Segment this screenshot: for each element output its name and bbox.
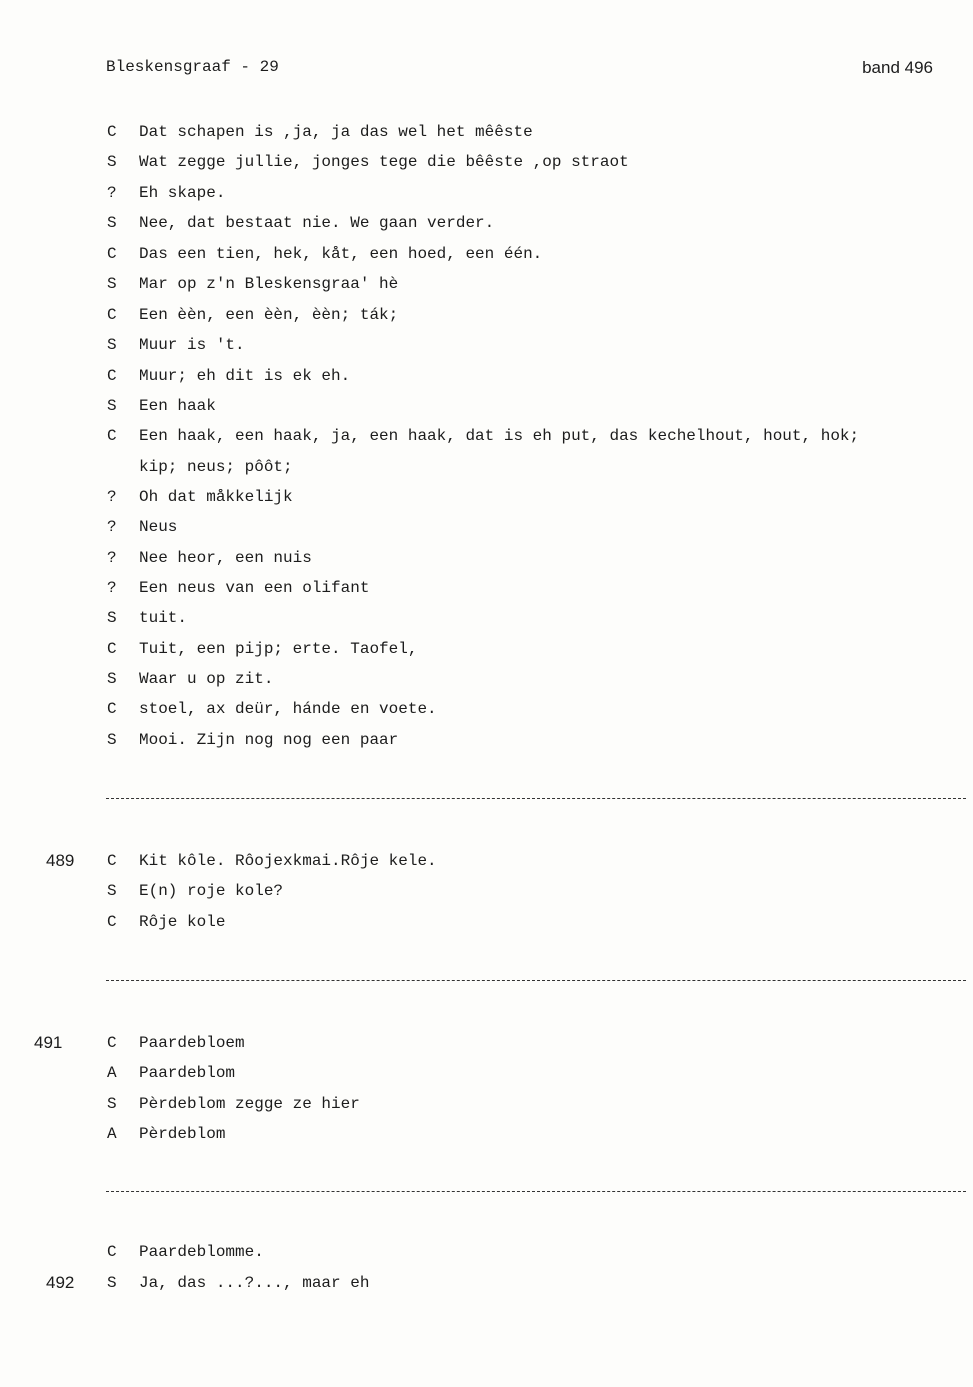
transcript-line	[0, 1092, 973, 1116]
utterance-text: Wat zegge jullie, jonges tege die bêêste ,op straot	[139, 153, 629, 171]
speaker-label: ?	[107, 488, 117, 506]
utterance-text: Eh skape.	[139, 184, 226, 202]
line-number: 491	[34, 1033, 63, 1052]
speaker-label: C	[107, 367, 117, 385]
utterance-text: Mar op z'n Bleskensgraa' hè	[139, 275, 399, 293]
line-number: 492	[46, 1273, 75, 1292]
section-divider	[106, 798, 966, 799]
speaker-label: S	[107, 1095, 117, 1113]
transcript-line	[0, 242, 973, 266]
transcript-line	[0, 394, 973, 418]
transcript-line	[0, 120, 973, 144]
transcript-line	[0, 364, 973, 388]
utterance-text: Pèrdeblom	[139, 1125, 226, 1143]
speaker-label: A	[107, 1064, 117, 1082]
line-number: 489	[46, 851, 75, 870]
utterance-text: Nee heor, een nuis	[139, 549, 312, 567]
utterance-text: Muur; eh dit is ek eh.	[139, 367, 351, 385]
speaker-label: C	[107, 700, 117, 718]
transcript-line	[0, 1240, 973, 1264]
speaker-label: S	[107, 670, 117, 688]
utterance-text: tuit.	[139, 609, 188, 627]
speaker-label: S	[107, 1274, 117, 1292]
transcript-line	[0, 485, 973, 509]
transcript-line	[0, 576, 973, 600]
transcript-line	[0, 697, 973, 721]
transcript-line	[0, 606, 973, 630]
speaker-label: ?	[107, 518, 117, 536]
transcript-line	[0, 424, 973, 448]
utterance-text: Rôje kole	[139, 913, 226, 931]
utterance-text: Muur is 't.	[139, 336, 245, 354]
utterance-text: E(n) roje kole?	[139, 882, 284, 900]
utterance-text: Waar u op zit.	[139, 670, 274, 688]
transcript-line	[0, 272, 973, 296]
section-divider	[106, 1191, 966, 1192]
speaker-label: ?	[107, 184, 117, 202]
speaker-label: S	[107, 336, 117, 354]
transcript-line	[0, 728, 973, 752]
utterance-text: Paardebloem	[139, 1034, 245, 1052]
speaker-label: C	[107, 640, 117, 658]
utterance-text: Mooi. Zijn nog nog een paar	[139, 731, 399, 749]
speaker-label: C	[107, 1034, 117, 1052]
transcript-line	[0, 637, 973, 661]
page-header-title: Bleskensgraaf - 29	[106, 58, 279, 76]
utterance-text: Ja, das ...?..., maar eh	[139, 1274, 370, 1292]
page-header-band: band 496	[862, 58, 933, 77]
speaker-label: ?	[107, 579, 117, 597]
speaker-label: S	[107, 214, 117, 232]
speaker-label: C	[107, 306, 117, 324]
section-divider	[106, 980, 966, 981]
transcript-line	[0, 333, 973, 357]
transcript-line	[0, 546, 973, 570]
utterance-text: Een haak, een haak, ja, een haak, dat is eh put, das kechelhout, hout, hok;	[139, 427, 860, 445]
utterance-text: Pèrdeblom zegge ze hier	[139, 1095, 360, 1113]
transcript-line	[0, 1031, 973, 1055]
utterance-text: Oh dat måkkelijk	[139, 488, 293, 506]
speaker-label: S	[107, 609, 117, 627]
speaker-label: S	[107, 731, 117, 749]
utterance-text: Nee, dat bestaat nie. We gaan verder.	[139, 214, 495, 232]
transcript-line	[0, 910, 973, 934]
speaker-label: C	[107, 852, 117, 870]
speaker-label: S	[107, 153, 117, 171]
utterance-text: Tuit, een pijp; erte. Taofel,	[139, 640, 418, 658]
speaker-label: C	[107, 123, 117, 141]
utterance-text: stoel, ax deür, hánde en voete.	[139, 700, 437, 718]
transcript-line	[0, 1271, 973, 1295]
utterance-text: Een èèn, een èèn, èèn; ták;	[139, 306, 399, 324]
utterance-text: kip; neus; pôôt;	[139, 458, 293, 476]
speaker-label: C	[107, 913, 117, 931]
utterance-text: Paardeblomme.	[139, 1243, 264, 1261]
transcript-line	[0, 150, 973, 174]
utterance-text: Das een tien, hek, kåt, een hoed, een één.	[139, 245, 543, 263]
transcript-line	[0, 303, 973, 327]
utterance-text: Kit kôle. Rôojexkmai.Rôje kele.	[139, 852, 437, 870]
transcript-line	[0, 1061, 973, 1085]
speaker-label: S	[107, 397, 117, 415]
transcript-line	[0, 211, 973, 235]
transcript-line	[0, 515, 973, 539]
speaker-label: C	[107, 427, 117, 445]
speaker-label: C	[107, 245, 117, 263]
transcript-line	[0, 1122, 973, 1146]
speaker-label: ?	[107, 549, 117, 567]
speaker-label: S	[107, 882, 117, 900]
speaker-label: C	[107, 1243, 117, 1261]
transcript-line	[0, 181, 973, 205]
utterance-text: Paardeblom	[139, 1064, 236, 1082]
transcript-line	[0, 667, 973, 691]
speaker-label: A	[107, 1125, 117, 1143]
utterance-text: Een haak	[139, 397, 216, 415]
transcript-line	[0, 455, 973, 479]
speaker-label: S	[107, 275, 117, 293]
utterance-text: Een neus van een olifant	[139, 579, 370, 597]
transcript-line	[0, 879, 973, 903]
transcript-line	[0, 849, 973, 873]
utterance-text: Neus	[139, 518, 178, 536]
utterance-text: Dat schapen is ,ja, ja das wel het mêêste	[139, 123, 533, 141]
